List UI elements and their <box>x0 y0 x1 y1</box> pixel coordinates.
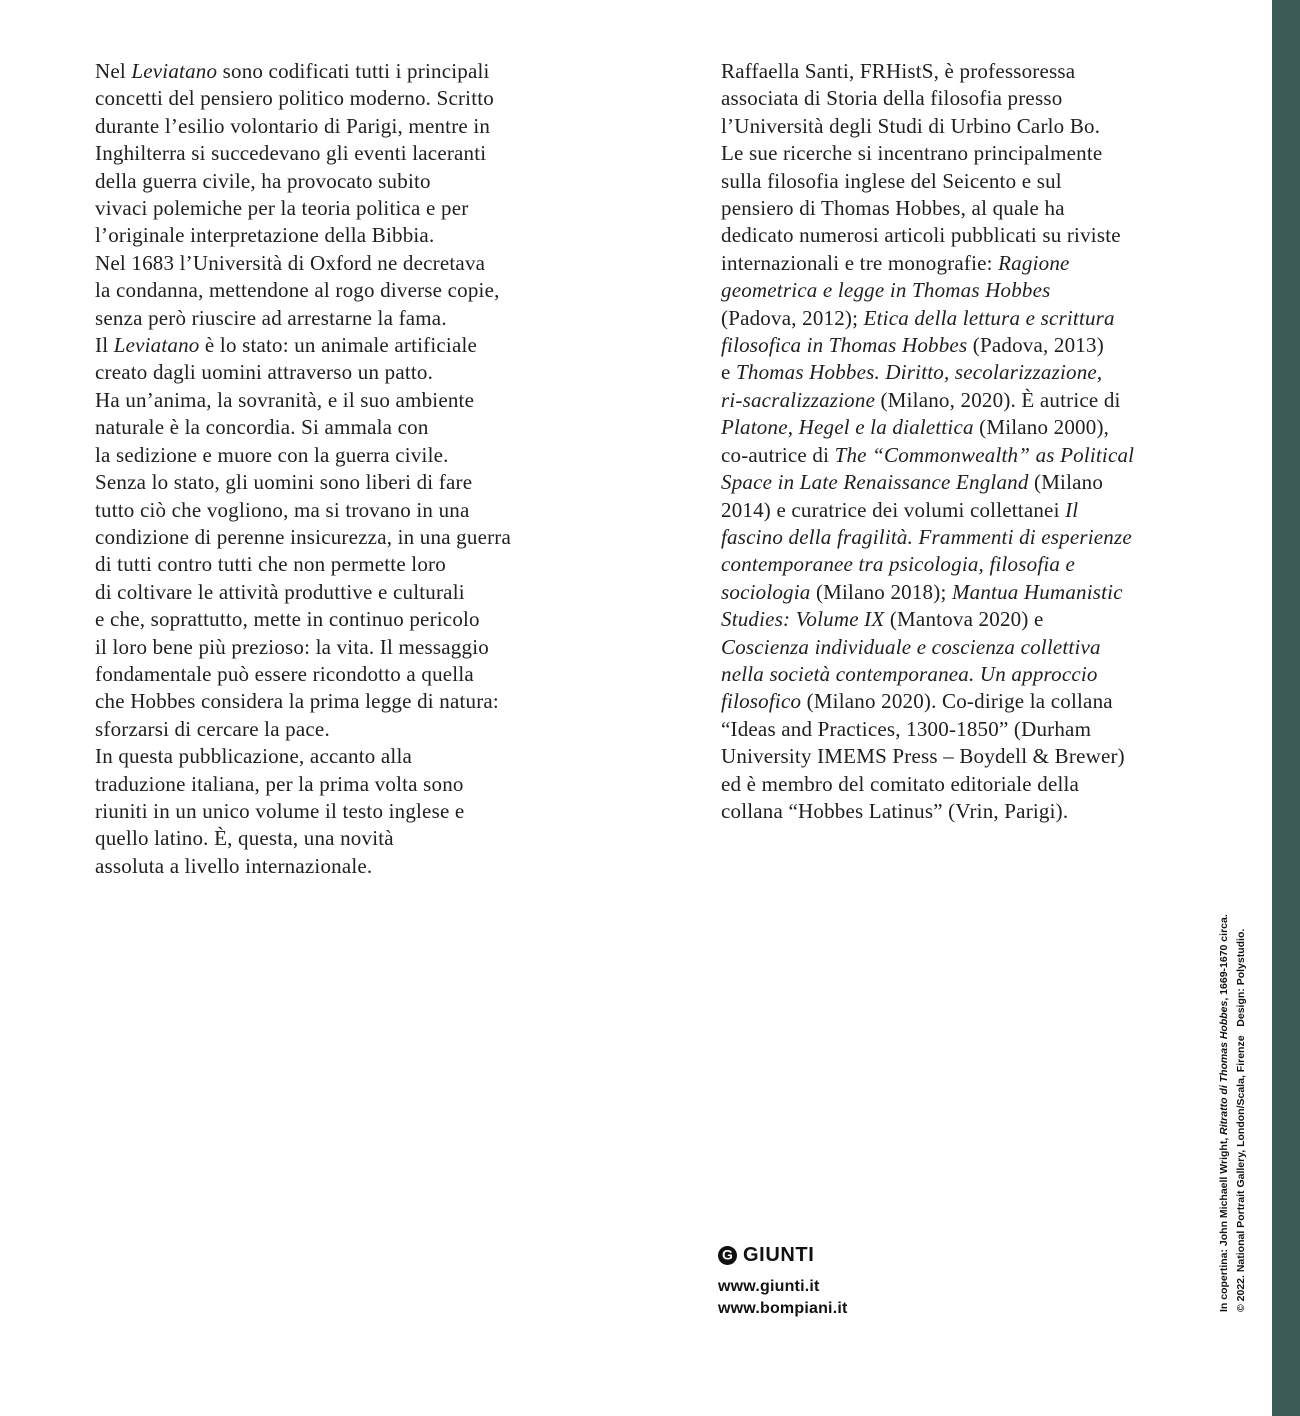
text-line: University IMEMS Press – Boydell & Brewer) <box>721 744 1125 769</box>
text-line: Le sue ricerche si incentrano principalmente <box>721 141 1103 166</box>
text-line: associata di Storia della filosofia presso <box>721 86 1063 111</box>
publisher-name: GIUNTI <box>743 1243 815 1266</box>
text-line: Space in Late Renaissance England (Milano <box>721 470 1104 495</box>
text-line: naturale è la concordia. Si ammala con <box>95 415 429 440</box>
text-line: traduzione italiana, per la prima volta sono <box>95 771 464 796</box>
text-line: sforzarsi di cercare la pace. <box>95 716 330 741</box>
text-line: Raffaella Santi, FRHistS, è professoressa <box>721 59 1076 83</box>
text-line: pensiero di Thomas Hobbes, al quale ha <box>721 196 1065 221</box>
text-line: Coscienza individuale e coscienza collettiva <box>721 634 1101 659</box>
text-line: 2014) e curatrice dei volumi collettanei Il <box>721 497 1079 522</box>
bompiani-url: www.bompiani.it <box>718 1300 848 1317</box>
text-line: nella società contemporanea. Un approccio <box>721 661 1098 686</box>
giunti-logo-letter: G <box>722 1246 733 1263</box>
text-line: Platone, Hegel e la dialettica (Milano 2000), <box>721 415 1110 440</box>
book-flap-page: Nel Leviatano sono codificati tutti i principali concetti del pensiero politico moderno. Scritto durante l’esilio volontario di Parigi, mentre in Inghilterra si succedevano gli eventi laceranti della guerra civile, ha provocato subito vivaci polemiche per la teoria politica e per l’originale interpretazione della Bibbia. Nel 1683 l’Università di Oxford ne decretava la condanna, mettendone al rogo diverse copie, senza però riuscire ad arrestarne la fama. Il Leviatano è lo stato: un animale artificiale creato dagli uomini attraverso un patto. Ha un’anima, la sovranità, e il suo ambiente naturale è la concordia. Si ammala con la sedizione e muore con la guerra civile. Senza lo stato, gli uomini sono liberi di fare tutto ciò che vogliono, ma si trovano in una condizione di perenne insicurezza, in una guerra di tutti contro tutti che non permette loro di coltivare le attività produttive e culturali e che, soprattutto, mette in continuo pericolo il loro bene più prezioso: la vita. Il messaggio fondamentale può essere ricondotto a quella che Hobbes considera la prima legge di natura: sforzarsi di cercare la pace. In questa pubblicazione, accanto alla traduzione italiana, per la prima volta sono riuniti in un unico volume il testo inglese e quello latino. È, questa, una novità assoluta a livello internazionale. Raffaella Santi, FRHistS, è professoressa associata di Storia della filosofia presso l’Università degli Studi di Urbino Carlo Bo. Le sue ricerche si incentrano principalmente sulla filosofia inglese del Seicento e sul pensiero di Thomas Hobbes, al quale ha dedicato numerosi articoli pubblicati su riviste internazionali e tre monografie: Ragione geometrica e legge in Thomas Hobbes (Padova, 2012); Etica della lettura e scrittura filosofica in Thomas Hobbes (Padova, 2013) e Thomas Hobbes. Diritto, secolarizzazione, ri-sacralizzazione (Milano, 2020). È autrice di Platone, Hegel e la dialettica (Milano 2000), co-autrice di The “Commonwealth” as Political Space in Late Renaissance England (Milano 2014) e curatrice dei volumi collettanei Il fascino della fragilità. Frammenti di esperienze contemporanee tra psicologia, filosofia e sociologia (Milano 2018); Mantua Humanistic Studies: Volume IX (Mantova 2020) e Coscienza individuale e coscienza collettiva nella società contemporanea. Un approccio filosofico (Milano 2020). Co-dirige la collana “Ideas and Practices, 1300-1850” (Durham University IMEMS Press – Boydell & Brewer) ed è membro del comitato editoriale della collana “Hobbes Latinus” (Vrin, Parigi). G GIUNTI www.giunti.it www.bompiani.it In copertina: John Michaell Wright, Ritratto di Thomas Hobbes, 1669-1670 circa. © 2022. National Portrait Gallery, London/Scala, Firenze Design: Polystudio. <box>0 0 1300 1416</box>
text-line: l’Università degli Studi di Urbino Carlo Bo. <box>721 113 1101 138</box>
text-line: assoluta a livello internazionale. <box>95 853 373 878</box>
text-line: Senza lo stato, gli uomini sono liberi di fare <box>95 470 473 495</box>
book-description-column <box>95 58 615 880</box>
text-line: vivaci polemiche per la teoria politica e per <box>95 196 469 221</box>
text-line: filosofico (Milano 2020). Co-dirige la collana <box>721 689 1113 714</box>
text-line: co-autrice di The “Commonwealth” as Political <box>721 442 1135 467</box>
text-line: filosofica in Thomas Hobbes (Padova, 2013) <box>721 333 1104 358</box>
text-line: (Padova, 2012); Etica della lettura e scrittura <box>721 305 1115 330</box>
text-line: internazionali e tre monografie: Ragione <box>721 250 1070 275</box>
text-line: e Thomas Hobbes. Diritto, secolarizzazione, <box>721 360 1103 385</box>
text-line: Inghilterra si succedevano gli eventi laceranti <box>95 141 487 166</box>
text-line: concetti del pensiero politico moderno. Scritto <box>95 86 494 111</box>
author-bio-column <box>721 58 1211 825</box>
publisher-block <box>718 1243 848 1320</box>
text-line: collana “Hobbes Latinus” (Vrin, Parigi). <box>721 798 1069 823</box>
text-line: della guerra civile, ha provocato subito <box>95 168 431 193</box>
text-line: sulla filosofia inglese del Seicento e sul <box>721 168 1062 193</box>
text-line: contemporanee tra psicologia, filosofia e <box>721 552 1076 577</box>
text-line: “Ideas and Practices, 1300-1850” (Durham <box>721 716 1092 741</box>
publisher-websites <box>718 1276 848 1320</box>
text-line: In questa pubblicazione, accanto alla <box>95 744 413 769</box>
text-line: sociologia (Milano 2018); Mantua Humanistic <box>721 579 1123 604</box>
text-line: riuniti in un unico volume il testo inglese e <box>95 798 465 823</box>
text-line: Il Leviatano è lo stato: un animale artificiale <box>95 333 478 358</box>
text-line: quello latino. È, questa, una novità <box>95 826 394 851</box>
text-line: il loro bene più prezioso: la vita. Il messaggio <box>95 634 489 659</box>
text-line: che Hobbes considera la prima legge di natura: <box>95 689 499 714</box>
text-line: Nel 1683 l’Università di Oxford ne decretava <box>95 250 486 275</box>
text-line: la condanna, mettendone al rogo diverse copie, <box>95 278 500 303</box>
text-line: tutto ciò che vogliono, ma si trovano in una <box>95 497 470 522</box>
text-line: senza però riuscire ad arrestarne la fama. <box>95 305 447 330</box>
text-line: di tutti contro tutti che non permette loro <box>95 552 446 577</box>
giunti-logo-icon <box>718 1246 737 1265</box>
text-line: dedicato numerosi articoli pubblicati su riviste <box>721 223 1121 248</box>
text-line: ed è membro del comitato editoriale della <box>721 771 1080 796</box>
green-edge-stripe <box>1272 0 1300 1416</box>
text-line: di coltivare le attività produttive e culturali <box>95 579 465 604</box>
text-line: condizione di perenne insicurezza, in una guerra <box>95 524 511 549</box>
text-line: la sedizione e muore con la guerra civile. <box>95 442 449 467</box>
publisher-brand-row <box>718 1243 848 1267</box>
text-line: durante l’esilio volontario di Parigi, mentre in <box>95 113 491 138</box>
text-line: Ha un’anima, la sovranità, e il suo ambiente <box>95 387 475 412</box>
text-line: geometrica e legge in Thomas Hobbes <box>721 278 1051 303</box>
giunti-url: www.giunti.it <box>718 1278 820 1295</box>
text-line: e che, soprattutto, mette in continuo pericolo <box>95 607 480 632</box>
text-line: creato dagli uomini attraverso un patto. <box>95 360 434 385</box>
text-line: l’originale interpretazione della Bibbia. <box>95 223 435 248</box>
text-line: Studies: Volume IX (Mantova 2020) e <box>721 607 1044 632</box>
text-line: ri-sacralizzazione (Milano, 2020). È autrice di <box>721 387 1121 412</box>
text-line: Nel Leviatano sono codificati tutti i principali <box>95 59 490 83</box>
text-line: fascino della fragilità. Frammenti di esperienze <box>721 524 1132 549</box>
text-line: fondamentale può essere ricondotto a quella <box>95 661 474 686</box>
